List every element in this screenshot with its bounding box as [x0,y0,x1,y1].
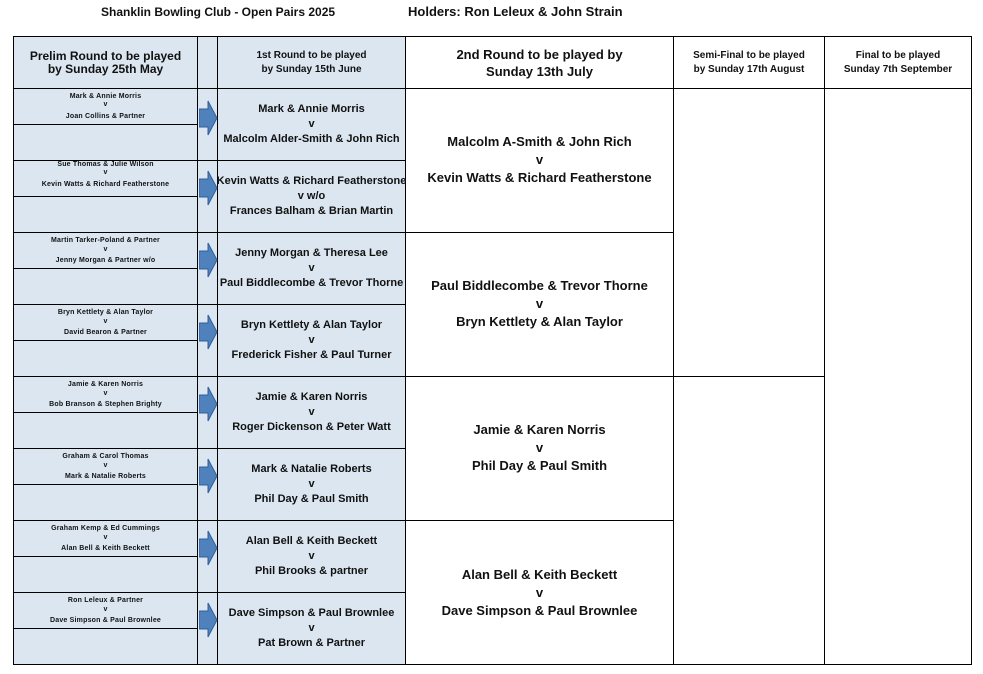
round1-match-5-v: v [308,405,315,418]
prelim-match-5 [13,376,198,449]
header-semi-line2: by Sunday 17th August [693,63,805,75]
prelim-divider [13,268,198,269]
prelim-match-8 [13,592,198,665]
prelim-match-1-team-b: Joan Collins & Partner [65,113,146,120]
prelim-divider [13,340,198,341]
header-round1-line2: by Sunday 15th June [261,63,362,75]
semi-divider [673,376,825,377]
final-column [824,88,972,665]
round2-match-1-team-b: Kevin Watts & Richard Featherstone [427,170,652,185]
advance-arrow-icon [199,314,218,350]
round2-match-2 [405,232,674,377]
round1-match-2 [217,160,406,233]
round1-match-2-team-b: Frances Balham & Brian Martin [229,204,394,217]
holders-label: Holders: Ron Leleux & John Strain [408,4,623,19]
arrow-divider [197,376,218,377]
round1-match-3-team-a: Jenny Morgan & Theresa Lee [235,246,388,259]
prelim-match-4-team-b: David Bearon & Partner [64,329,147,336]
round1-match-1 [217,88,406,161]
prelim-match-5-team-a: Jamie & Karen Norris [67,381,144,388]
round2-match-4-v: v [535,584,544,600]
round1-match-3-team-b: Paul Biddlecombe & Trevor Thorne [219,276,404,289]
prelim-match-2-team-b: Kevin Watts & Richard Featherstone [41,181,170,188]
header-final [824,36,972,89]
round1-match-4-team-a: Bryn Kettlety & Alan Taylor [240,318,383,331]
round2-match-2-team-b: Bryn Kettlety & Alan Taylor [456,314,623,329]
prelim-match-3 [13,232,198,305]
prelim-match-7-team-a: Graham Kemp & Ed Cummings [51,525,160,532]
prelim-match-5-team-b: Bob Branson & Stephen Brighty [49,401,162,408]
arrow-divider [197,304,218,305]
prelim-match-7 [13,520,198,593]
round1-match-3-v: v [308,261,315,274]
prelim-match-4-team-a: Bryn Kettlety & Alan Taylor [57,309,154,316]
round1-match-3 [217,232,406,305]
prelim-match-1-v: v [103,101,108,108]
round2-match-3-v: v [535,440,544,455]
prelim-divider [13,556,198,557]
round1-match-8 [217,592,406,665]
prelim-match-2-v: v [103,169,108,176]
prelim-match-6-team-a: Graham & Carol Thomas [62,453,149,460]
prelim-match-4-v: v [103,318,108,325]
arrow-divider [197,592,218,593]
round1-match-8-v: v [308,622,315,634]
header-round2-line2: Sunday 13th July [486,63,593,79]
prelim-match-5-v: v [103,390,108,397]
header-prelim-line1: Prelim Round to be played [29,48,182,63]
round1-match-6-team-a: Mark & Natalie Roberts [251,462,372,475]
round1-match-5-team-b: Roger Dickenson & Peter Watt [232,420,391,433]
prelim-divider [13,484,198,485]
round2-match-3-team-a: Jamie & Karen Norris [473,422,606,437]
page-title: Shanklin Bowling Club - Open Pairs 2025 [101,5,336,19]
round1-match-4 [217,304,406,377]
round1-match-2-v: v w/o [297,189,326,202]
advance-arrow-icon [199,170,218,206]
round1-match-8-team-b: Pat Brown & Partner [258,637,365,649]
round1-match-6 [217,448,406,521]
round2-match-1 [405,88,674,233]
round1-match-4-v: v [308,333,315,346]
header-prelim-line2: by Sunday 25th May [47,61,164,76]
round1-match-4-team-b: Frederick Fisher & Paul Turner [231,348,392,361]
arrow-divider [197,160,218,161]
round2-match-2-team-a: Paul Biddlecombe & Trevor Thorne [431,278,648,293]
round1-match-5 [217,376,406,449]
round1-match-2-team-a: Kevin Watts & Richard Featherstone [216,174,407,187]
round1-match-6-team-b: Phil Day & Paul Smith [254,492,369,505]
prelim-match-7-team-b: Alan Bell & Keith Beckett [61,545,150,552]
prelim-match-2-team-a: Sue Thomas & Julie Wilson [57,161,154,168]
prelim-divider [13,124,198,125]
round1-match-1-team-b: Malcolm Alder-Smith & John Rich [223,132,400,145]
header-round1 [217,36,406,89]
advance-arrow-icon [199,386,218,422]
header-round2 [405,36,674,89]
prelim-match-1-team-a: Mark & Annie Morris [69,93,142,100]
round2-match-3 [405,376,674,521]
advance-arrow-icon [199,242,218,278]
prelim-divider [13,412,198,413]
round2-match-4-team-b: Dave Simpson & Paul Brownlee [441,602,638,618]
header-semi-line1: Semi-Final to be played [693,49,805,61]
round2-match-4-team-a: Alan Bell & Keith Beckett [461,566,618,582]
advance-arrow-icon [199,100,218,136]
round2-match-1-team-a: Malcolm A-Smith & John Rich [447,134,632,149]
advance-arrow-icon [199,530,218,566]
round1-match-7-v: v [308,549,315,562]
prelim-match-1 [13,88,198,161]
round1-match-7-team-b: Phil Brooks & partner [254,564,369,577]
header-final-line2: Sunday 7th September [843,63,953,75]
prelim-match-8-team-b: Dave Simpson & Paul Brownlee [49,617,162,624]
header-final-line1: Final to be played [855,49,941,61]
prelim-match-3-team-a: Martin Tarker-Poland & Partner [51,237,160,244]
prelim-match-6-v: v [103,462,108,469]
advance-arrow-icon [199,458,218,494]
header-round1-line1: 1st Round to be played [256,49,367,61]
round1-match-1-v: v [308,117,315,130]
header-arrow-gap [197,36,218,89]
round1-match-5-team-a: Jamie & Karen Norris [255,390,368,403]
prelim-match-3-team-b: Jenny Morgan & Partner w/o [55,257,156,264]
arrow-divider [197,232,218,233]
round1-match-7-team-a: Alan Bell & Keith Beckett [245,534,378,547]
prelim-match-6-team-b: Mark & Natalie Roberts [64,473,147,480]
round1-match-8-team-a: Dave Simpson & Paul Brownlee [228,607,395,619]
prelim-match-3-v: v [103,246,108,253]
prelim-divider [13,628,198,629]
header-round2-line1: 2nd Round to be played by [456,46,623,62]
prelim-match-7-v: v [103,534,108,541]
arrow-divider [197,520,218,521]
round2-match-1-v: v [535,152,544,167]
prelim-divider [13,196,198,197]
advance-arrow-icon [199,602,218,638]
round1-match-7 [217,520,406,593]
prelim-match-2 [13,160,198,233]
header-prelim [13,36,198,89]
round1-match-1-team-a: Mark & Annie Morris [258,102,365,115]
prelim-match-8-team-a: Ron Leleux & Partner [67,597,144,604]
round1-match-6-v: v [308,477,315,490]
round2-match-3-team-b: Phil Day & Paul Smith [471,458,608,473]
header-semi [673,36,825,89]
arrow-divider [197,448,218,449]
prelim-match-4 [13,304,198,377]
prelim-match-8-v: v [103,606,108,613]
prelim-match-6 [13,448,198,521]
round2-match-4 [405,520,674,665]
round2-match-2-v: v [535,296,544,311]
